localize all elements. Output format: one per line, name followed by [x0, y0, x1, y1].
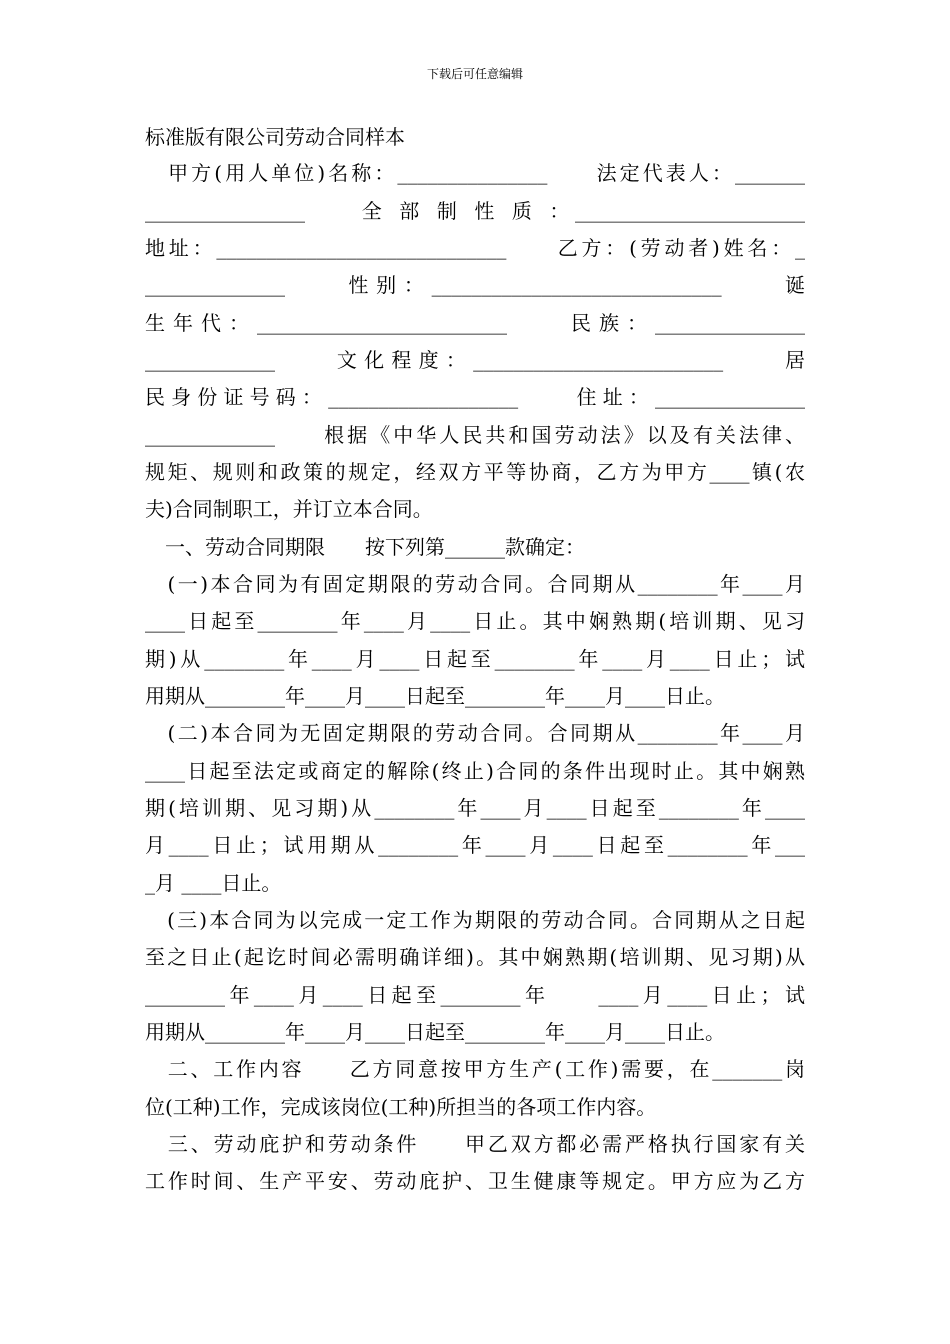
body-line: _月 ____日止。 — [145, 871, 282, 895]
body-line: ______________ 性别：_____________________________ 诞 — [145, 273, 805, 297]
body-line: 夫)合同制职工，并订立本合同。 — [145, 497, 433, 521]
body-line: 生年代：_________________________ 民族：_______________ — [145, 311, 805, 335]
body-line: 期)从________年____月____日起至________年____月____日止；试 — [145, 647, 805, 671]
body-line: 至之日止(起讫时间必需明确详细)。其中娴熟期(培训期、见习期)从 — [145, 945, 805, 969]
body-line: 民身份证号码：___________________ 住址：_______________ — [145, 385, 805, 409]
body-line: ________年____月____日起至________年 ____月____日止；试 — [145, 983, 805, 1007]
section-heading: 三、劳动庇护和劳动条件 甲乙双方都必需严格执行国家有关 — [145, 1132, 805, 1156]
body-line: (一)本合同为有固定期限的劳动合同。合同期从________年____月 — [145, 572, 805, 596]
body-line: 甲方(用人单位)名称：_______________ 法定代表人：_______ — [145, 161, 805, 185]
page-header: 下载后可任意编辑 — [426, 67, 523, 81]
body-line: (三)本合同为以完成一定工作为期限的劳动合同。合同期从之日起 — [145, 908, 805, 932]
body-line: ____日起至________年____月____日止。其中娴熟期(培训期、见习 — [145, 609, 805, 633]
section-heading: 二、工作内容 乙方同意按甲方生产(工作)需要，在_______岗 — [145, 1057, 805, 1081]
body-line: _____________ 文化程度：_________________________ 居 — [145, 348, 805, 372]
body-line: 工作时间、生产平安、劳动庇护、卫生健康等规定。甲方应为乙方 — [145, 1169, 805, 1193]
section-heading: 一、劳动合同期限 按下列第______款确定： — [145, 535, 585, 559]
body-line: 月____日止；试用期从________年____月____日起至________年___ — [145, 833, 805, 857]
body-line: 规矩、规则和政策的规定，经双方平等协商，乙方为甲方____镇(农 — [145, 460, 805, 484]
body-line: ____日起至法定或商定的解除(终止)合同的条件出现时止。其中娴熟 — [145, 759, 805, 783]
body-line: 期(培训期、见习期)从________年____月____日起至________年____ — [145, 796, 805, 820]
body-line: 位(工种)工作，完成该岗位(工种)所担当的各项工作内容。 — [145, 1095, 657, 1119]
document-title: 标准版有限公司劳动合同样本 — [145, 125, 405, 149]
body-line: 地址：_____________________________ 乙方：(劳动者)姓名：_ — [145, 236, 805, 260]
body-line: ________________ 全 部 制 性 质 ：_______________________ — [145, 199, 805, 223]
body-line: (二)本合同为无固定期限的劳动合同。合同期从________年____月 — [145, 721, 805, 745]
body-line: 用期从________年____月____日起至________年____月____日止。 — [145, 1020, 725, 1044]
body-line: _____________ 根据《中华人民共和国劳动法》以及有关法律、 — [145, 423, 805, 447]
body-line: 用期从________年____月____日起至________年____月____日止。 — [145, 684, 725, 708]
